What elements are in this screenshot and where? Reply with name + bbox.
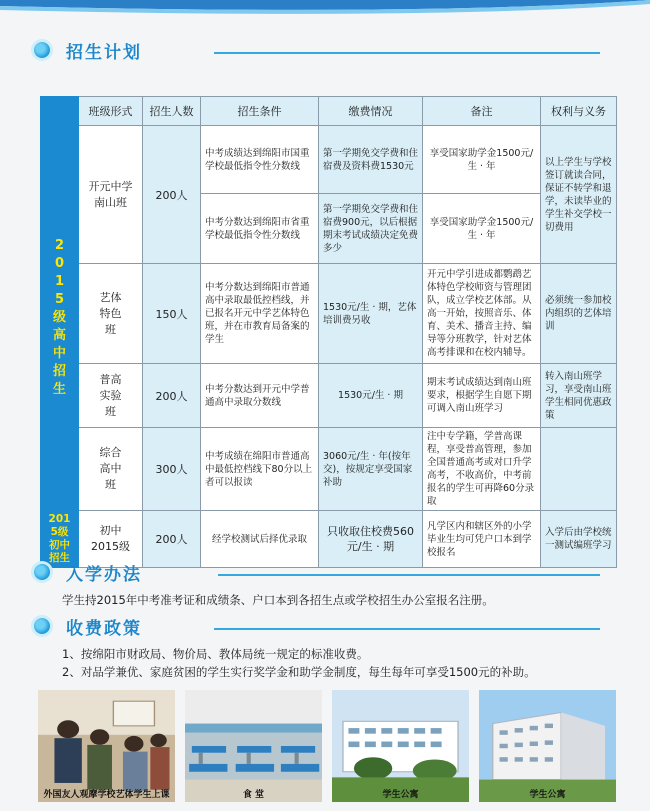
class-form-experimental: 普高实验班 [79,364,143,428]
class-form-junior: 初中2015级 [79,511,143,568]
fee-general: 3060元/生 · 年(按年交)，按规定享受国家补助 [319,428,423,511]
rights-general [541,428,617,511]
section-header-fees [34,614,142,638]
class-form-nanshan: 开元中学南山班 [79,126,143,264]
condition-nanshan-1: 中考成绩达到绵阳市国重学校最低指令性分数线 [201,126,319,194]
section-title-fees: 收费政策 [66,618,142,639]
note-art: 开元中学引进成都鹦鹉艺体特色学校师资与管理团队，成立学校艺体部。从高一开始，按照音乐、体育、美术、播音主持、编导等分班教学，针对艺体高考排课和在校内辅导。 [423,264,541,364]
rights-experimental: 转入南山班学习，享受南山班学生相同优惠政策 [541,364,617,428]
header-count: 招生人数 [143,97,201,126]
header-fee: 缴费情况 [319,97,423,126]
rights-art: 必须统一参加校内组织的艺体培训 [541,264,617,364]
bullet-dot-icon [34,42,50,58]
note-general: 注中专学籍，学普高课程，享受普高管理，参加全国普通高考或对口升学高考，不收高价，中考前报名的学生可再降60分录取 [423,428,541,511]
section-title-plan: 招生计划 [66,42,142,63]
admission-text: 学生持2015年中考准考证和成绩条、户口本到各招生点或学校招生办公室报名注册。 [62,593,494,607]
photo-caption: 食 堂 [242,790,265,800]
section-divider [214,52,600,54]
note-nanshan-1: 享受国家助学金1500元/生 · 年 [423,126,541,194]
group-label-senior: 2015级高中招生 [41,126,79,511]
count-experimental: 200人 [143,364,201,428]
photo-strip [38,690,616,802]
photo-caption: 外国友人观摩学校艺体学生上课 [43,790,170,800]
condition-experimental: 中考分数达到开元中学普通高中录取分数线 [201,364,319,428]
class-form-general: 综合高中班 [79,428,143,511]
canteen-photo [185,690,322,802]
count-nanshan: 200人 [143,126,201,264]
bullet-dot-icon [34,564,50,580]
note-nanshan-2: 享受国家助学金1500元/生 · 年 [423,194,541,264]
header-class-form: 班级形式 [79,97,143,126]
section-header-plan [34,38,142,62]
class-form-art: 艺体特色班 [79,264,143,364]
fee-art: 1530元/生 · 期，艺体培训费另收 [319,264,423,364]
condition-nanshan-2: 中考分数达到绵阳市省重学校最低指令性分数线 [201,194,319,264]
section-title-admission: 入学办法 [66,564,142,585]
count-art: 150人 [143,264,201,364]
header-condition: 招生条件 [201,97,319,126]
rights-junior: 入学后由学校统一测试编班学习 [541,511,617,568]
section-divider [218,574,600,576]
table-row [41,264,617,364]
top-banner-arc [0,0,650,14]
fee-item: 1、按绵阳市财政局、物价局、教体局统一规定的标准收费。 [62,647,369,661]
condition-general: 中考成绩在绵阳市普通高中最低控档线下80分以上者可以报读 [201,428,319,511]
fee-nanshan-1: 第一学期免交学费和住宿费及资料费1530元 [319,126,423,194]
group-label-junior: 2015级初中招生 [41,511,79,568]
fee-item: 2、对品学兼优、家庭贫困的学生实行奖学金和助学金制度，每生每年可享受1500元的补助。 [62,665,536,679]
count-junior: 200人 [143,511,201,568]
dormitory-photo [479,690,616,802]
note-junior: 凡学区内和辖区外的小学毕业生均可凭户口本到学校报名 [423,511,541,568]
fee-nanshan-2: 第一学期免交学费和住宿费900元，以后根据期末考试成绩决定免费多少 [319,194,423,264]
section-divider [214,628,600,630]
condition-junior: 经学校测试后择优录取 [201,511,319,568]
table-row [41,126,617,194]
header-rights: 权利与义务 [541,97,617,126]
header-note: 备注 [423,97,541,126]
table-row [41,364,617,428]
bullet-dot-icon [34,618,50,634]
dormitory-photo [332,690,469,802]
photo-caption: 学生公寓 [529,790,566,800]
table-row [41,428,617,511]
condition-art: 中考分数达到绵阳市普通高中录取最低控档线，并已报名开元中学艺体特色班，并在市教育局备案的学生 [201,264,319,364]
table-header-row [41,97,617,126]
table-corner [41,97,79,126]
fee-experimental: 1530元/生 · 期 [319,364,423,428]
rights-nanshan: 以上学生与学校签订就读合同，保证不转学和退学，未读毕业的学生补交学校一切费用 [541,126,617,264]
note-experimental: 期末考试成绩达到南山班要求，根据学生自愿下期可调入南山班学习 [423,364,541,428]
photo-caption: 学生公寓 [382,790,419,800]
classroom-photo [38,690,175,802]
fee-junior: 只收取住校费560元/生 · 期 [319,511,423,568]
count-general: 300人 [143,428,201,511]
section-header-admission [34,560,142,584]
enrollment-plan-table [40,96,617,568]
